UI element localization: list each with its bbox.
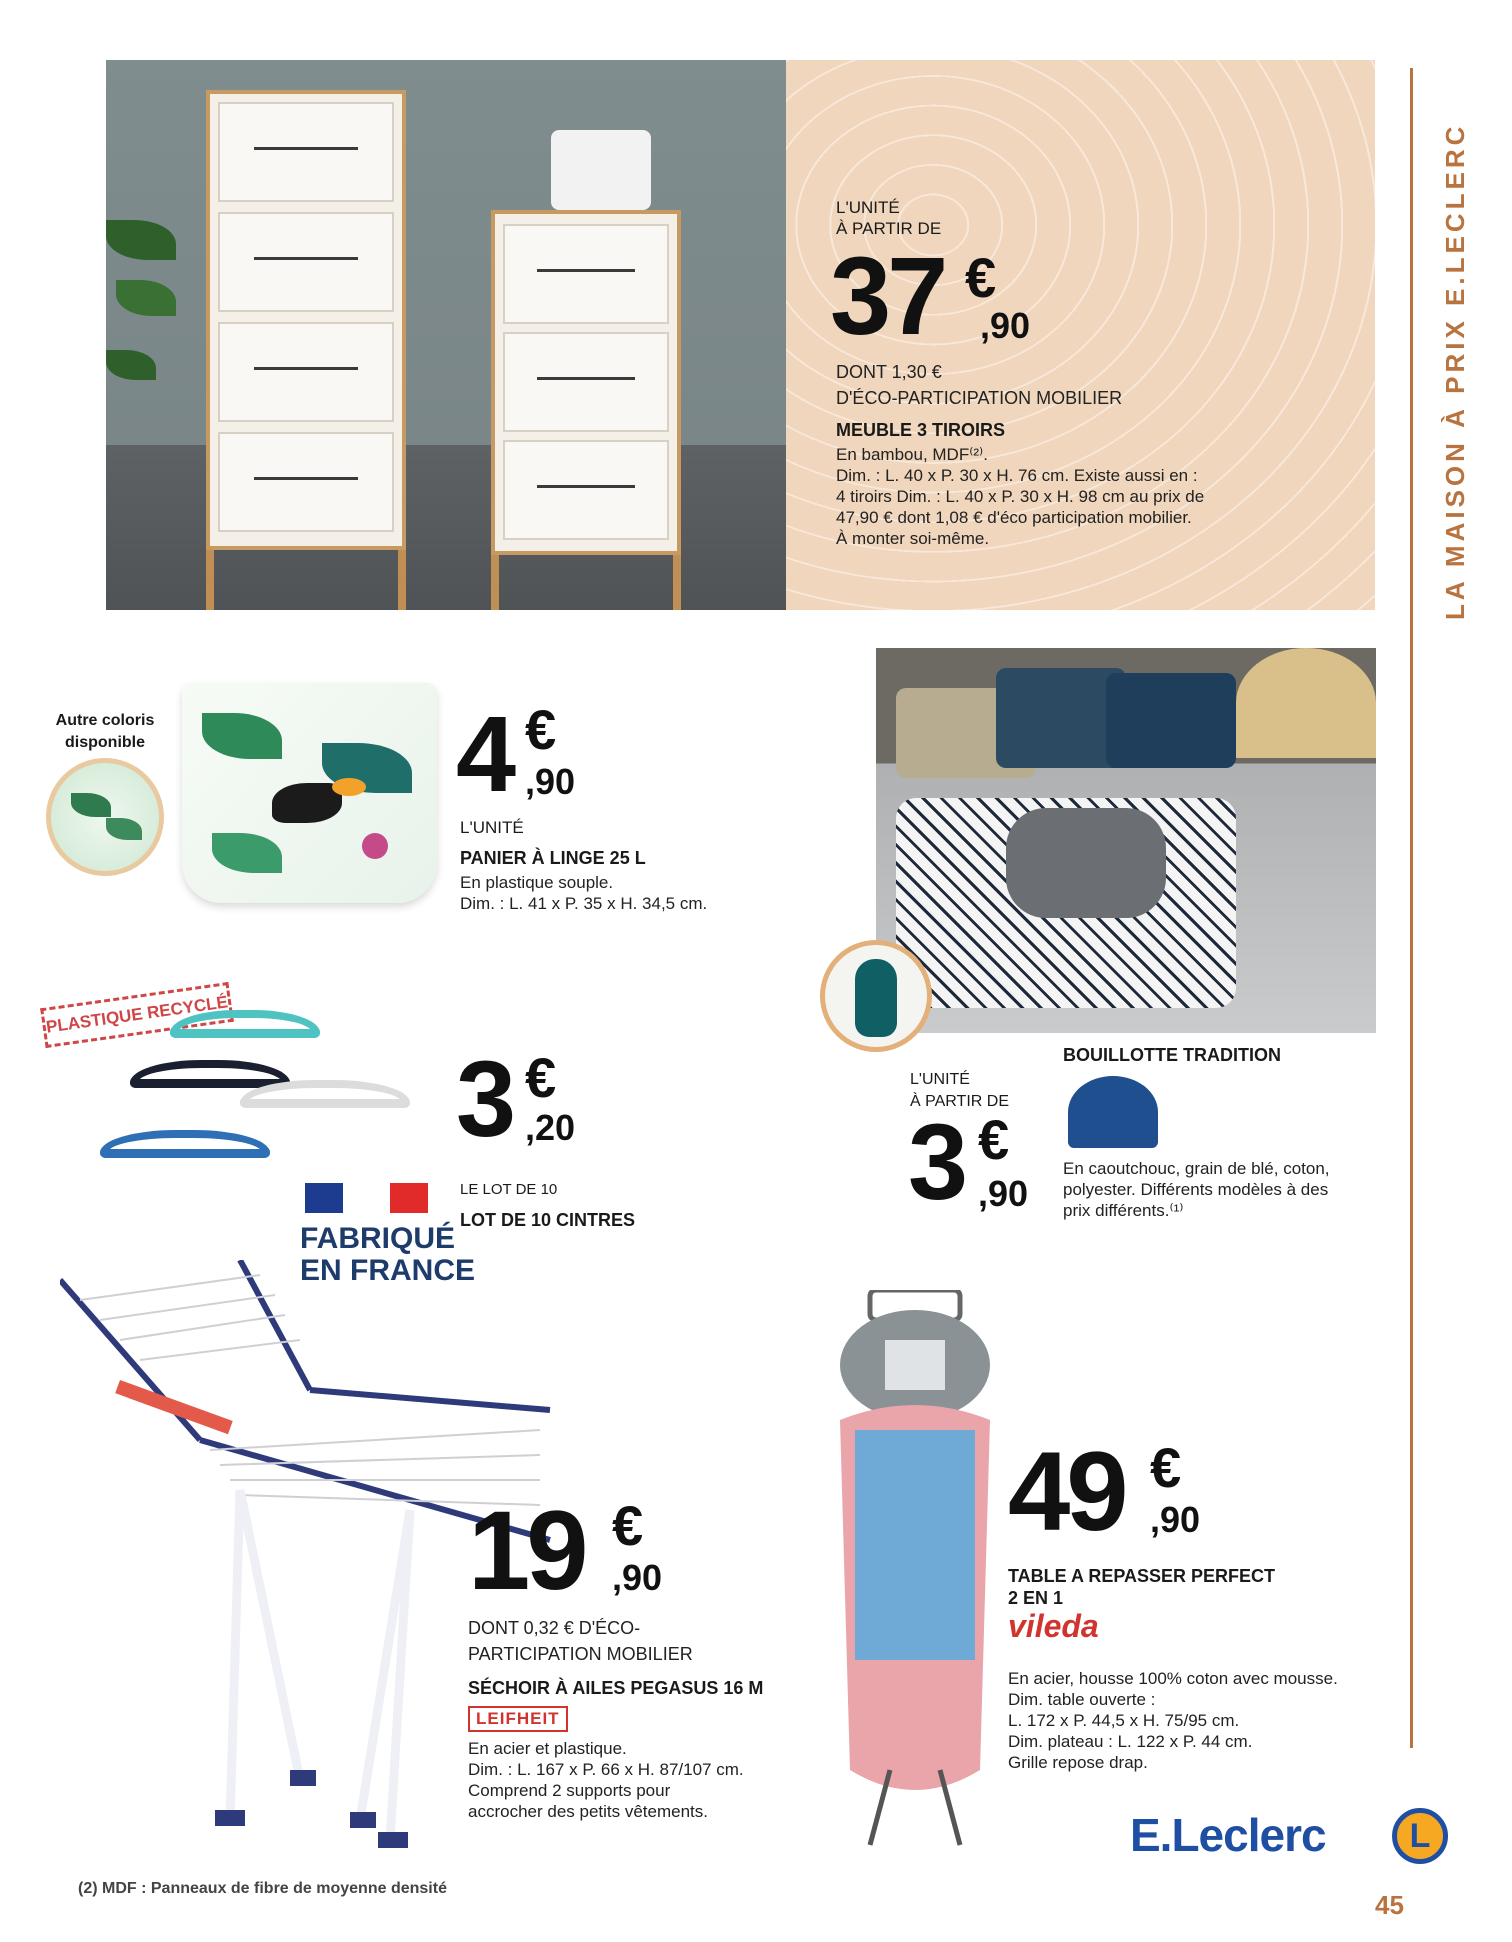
sechoir-price-cents: ,90 bbox=[612, 1557, 663, 1598]
bouillotte-desc-1: En caoutchouc, grain de blé, coton, bbox=[1063, 1159, 1330, 1178]
meuble-price-euro: € bbox=[965, 246, 997, 309]
leifheit-logo: LEIFHEIT bbox=[468, 1706, 568, 1732]
bouillotte-price-cents: ,90 bbox=[978, 1173, 1029, 1214]
footnote-mdf: (2) MDF : Panneaux de fibre de moyenne densité bbox=[78, 1880, 447, 1897]
meuble-eco-2: D'ÉCO-PARTICIPATION MOBILIER bbox=[836, 388, 1123, 408]
eleclerc-logo-mark: L bbox=[1392, 1808, 1448, 1864]
sechoir-desc-1: En acier et plastique. bbox=[468, 1739, 627, 1758]
panier-price-euro: € bbox=[525, 698, 557, 761]
flag-red bbox=[390, 1183, 428, 1213]
bouillotte-price-prefix-1: L'UNITÉ bbox=[910, 1071, 970, 1088]
recycled-plastic-tag: PLASTIQUE RECYCLÉ bbox=[40, 982, 234, 1048]
bouillotte-price-prefix-2: À PARTIR DE bbox=[910, 1093, 1009, 1110]
page-number: 45 bbox=[1375, 1890, 1404, 1920]
cabinet-3-drawers bbox=[491, 210, 681, 555]
cintres-price-cents: ,20 bbox=[525, 1107, 576, 1148]
table-desc-2: Dim. table ouverte : bbox=[1008, 1690, 1156, 1709]
panier-unit: L'UNITÉ bbox=[460, 818, 524, 837]
meuble-eco-1: DONT 1,30 € bbox=[836, 362, 942, 382]
meuble-desc-3: 4 tiroirs Dim. : L. 40 x P. 30 x H. 98 cm au prix de bbox=[836, 487, 1205, 506]
bouillotte-photo bbox=[876, 648, 1376, 1033]
eleclerc-logo: E.Leclerc bbox=[1130, 1809, 1326, 1861]
table-price-cents: ,90 bbox=[1150, 1499, 1201, 1540]
sechoir-desc-4: accrocher des petits vêtements. bbox=[468, 1802, 709, 1821]
panier-title: PANIER À LINGE 25 L bbox=[460, 848, 646, 868]
bouillotte-desc-2: polyester. Différents modèles à des bbox=[1063, 1180, 1329, 1199]
panier-desc-1: En plastique souple. bbox=[460, 873, 614, 892]
meuble-desc-2: Dim. : L. 40 x P. 30 x H. 76 cm. Existe aussi en : bbox=[836, 466, 1198, 485]
meuble-price-prefix-2: À PARTIR DE bbox=[836, 219, 942, 238]
sechoir-eco-1: DONT 0,32 € D'ÉCO- bbox=[468, 1618, 641, 1638]
sechoir-price-integer: 19 bbox=[468, 1488, 585, 1613]
sechoir-desc-2: Dim. : L. 167 x P. 66 x H. 87/107 cm. bbox=[468, 1760, 744, 1779]
sechoir-price-euro: € bbox=[612, 1494, 644, 1557]
flag-white bbox=[343, 1183, 381, 1213]
laundry-basket-image bbox=[182, 683, 437, 903]
made-in-france-2: EN FRANCE bbox=[300, 1254, 476, 1287]
sidebar-divider bbox=[1410, 68, 1413, 1748]
sechoir-title: SÉCHOIR À AILES PEGASUS 16 M bbox=[468, 1678, 764, 1698]
bouillotte-cover-image bbox=[820, 940, 932, 1052]
swatch-caption-1: Autre coloris bbox=[55, 712, 155, 729]
sechoir-eco-2: PARTICIPATION MOBILIER bbox=[468, 1644, 693, 1664]
table-title-2: 2 EN 1 bbox=[1008, 1588, 1064, 1608]
table-price-integer: 49 bbox=[1008, 1429, 1125, 1554]
bouillotte-desc-3: prix différents.⁽¹⁾ bbox=[1063, 1201, 1184, 1220]
cintres-price-euro: € bbox=[525, 1046, 557, 1109]
table-desc-4: Dim. plateau : L. 122 x P. 44 cm. bbox=[1008, 1732, 1253, 1751]
elephant-brand: ELEPHANT bbox=[1080, 1128, 1156, 1144]
meuble-price-prefix-1: L'UNITÉ bbox=[836, 198, 900, 217]
meuble-price-cents: ,90 bbox=[980, 305, 1031, 346]
swatch-caption-2: disponible bbox=[65, 734, 145, 751]
meuble-photo bbox=[106, 60, 786, 610]
meuble-title: MEUBLE 3 TIROIRS bbox=[836, 420, 1006, 440]
cintres-price-integer: 3 bbox=[456, 1038, 513, 1159]
table-price-euro: € bbox=[1150, 1436, 1182, 1499]
flag-blue bbox=[305, 1183, 343, 1213]
meuble-desc-1: En bambou, MDF⁽²⁾. bbox=[836, 445, 988, 464]
sechoir-desc-3: Comprend 2 supports pour bbox=[468, 1781, 671, 1800]
panier-price-integer: 4 bbox=[456, 693, 513, 814]
cintres-unit: LE LOT DE 10 bbox=[460, 1181, 558, 1198]
bouillotte-price-integer: 3 bbox=[908, 1101, 965, 1222]
bouillotte-title: BOUILLOTTE TRADITION bbox=[1063, 1045, 1281, 1065]
table-desc-3: L. 172 x P. 44,5 x H. 75/95 cm. bbox=[1008, 1711, 1240, 1730]
bouillotte-price-euro: € bbox=[978, 1108, 1010, 1171]
table-desc-1: En acier, housse 100% coton avec mousse. bbox=[1008, 1669, 1338, 1688]
table-desc-5: Grille repose drap. bbox=[1008, 1753, 1148, 1772]
cintres-title: LOT DE 10 CINTRES bbox=[460, 1210, 636, 1230]
meuble-desc-4: 47,90 € dont 1,08 € d'éco participation mobilier. bbox=[836, 508, 1192, 527]
vileda-logo: vileda bbox=[1008, 1608, 1099, 1644]
made-in-france-1: FABRIQUÉ bbox=[300, 1222, 456, 1255]
panier-desc-2: Dim. : L. 41 x P. 35 x H. 34,5 cm. bbox=[460, 894, 708, 913]
ironing-board-image bbox=[830, 1290, 1000, 1850]
meuble-price-integer: 37 bbox=[830, 235, 945, 358]
sidebar-heading: LA MAISON À PRIX E.LECLERC bbox=[1440, 122, 1470, 620]
panier-price-cents: ,90 bbox=[525, 761, 576, 802]
table-title-1: TABLE A REPASSER PERFECT bbox=[1008, 1566, 1276, 1586]
meuble-desc-5: À monter soi-même. bbox=[836, 529, 990, 548]
alt-color-swatch bbox=[46, 758, 164, 876]
hangers-image bbox=[90, 980, 430, 1210]
swatch-caption bbox=[40, 710, 170, 754]
cabinet-4-drawers bbox=[206, 90, 406, 550]
